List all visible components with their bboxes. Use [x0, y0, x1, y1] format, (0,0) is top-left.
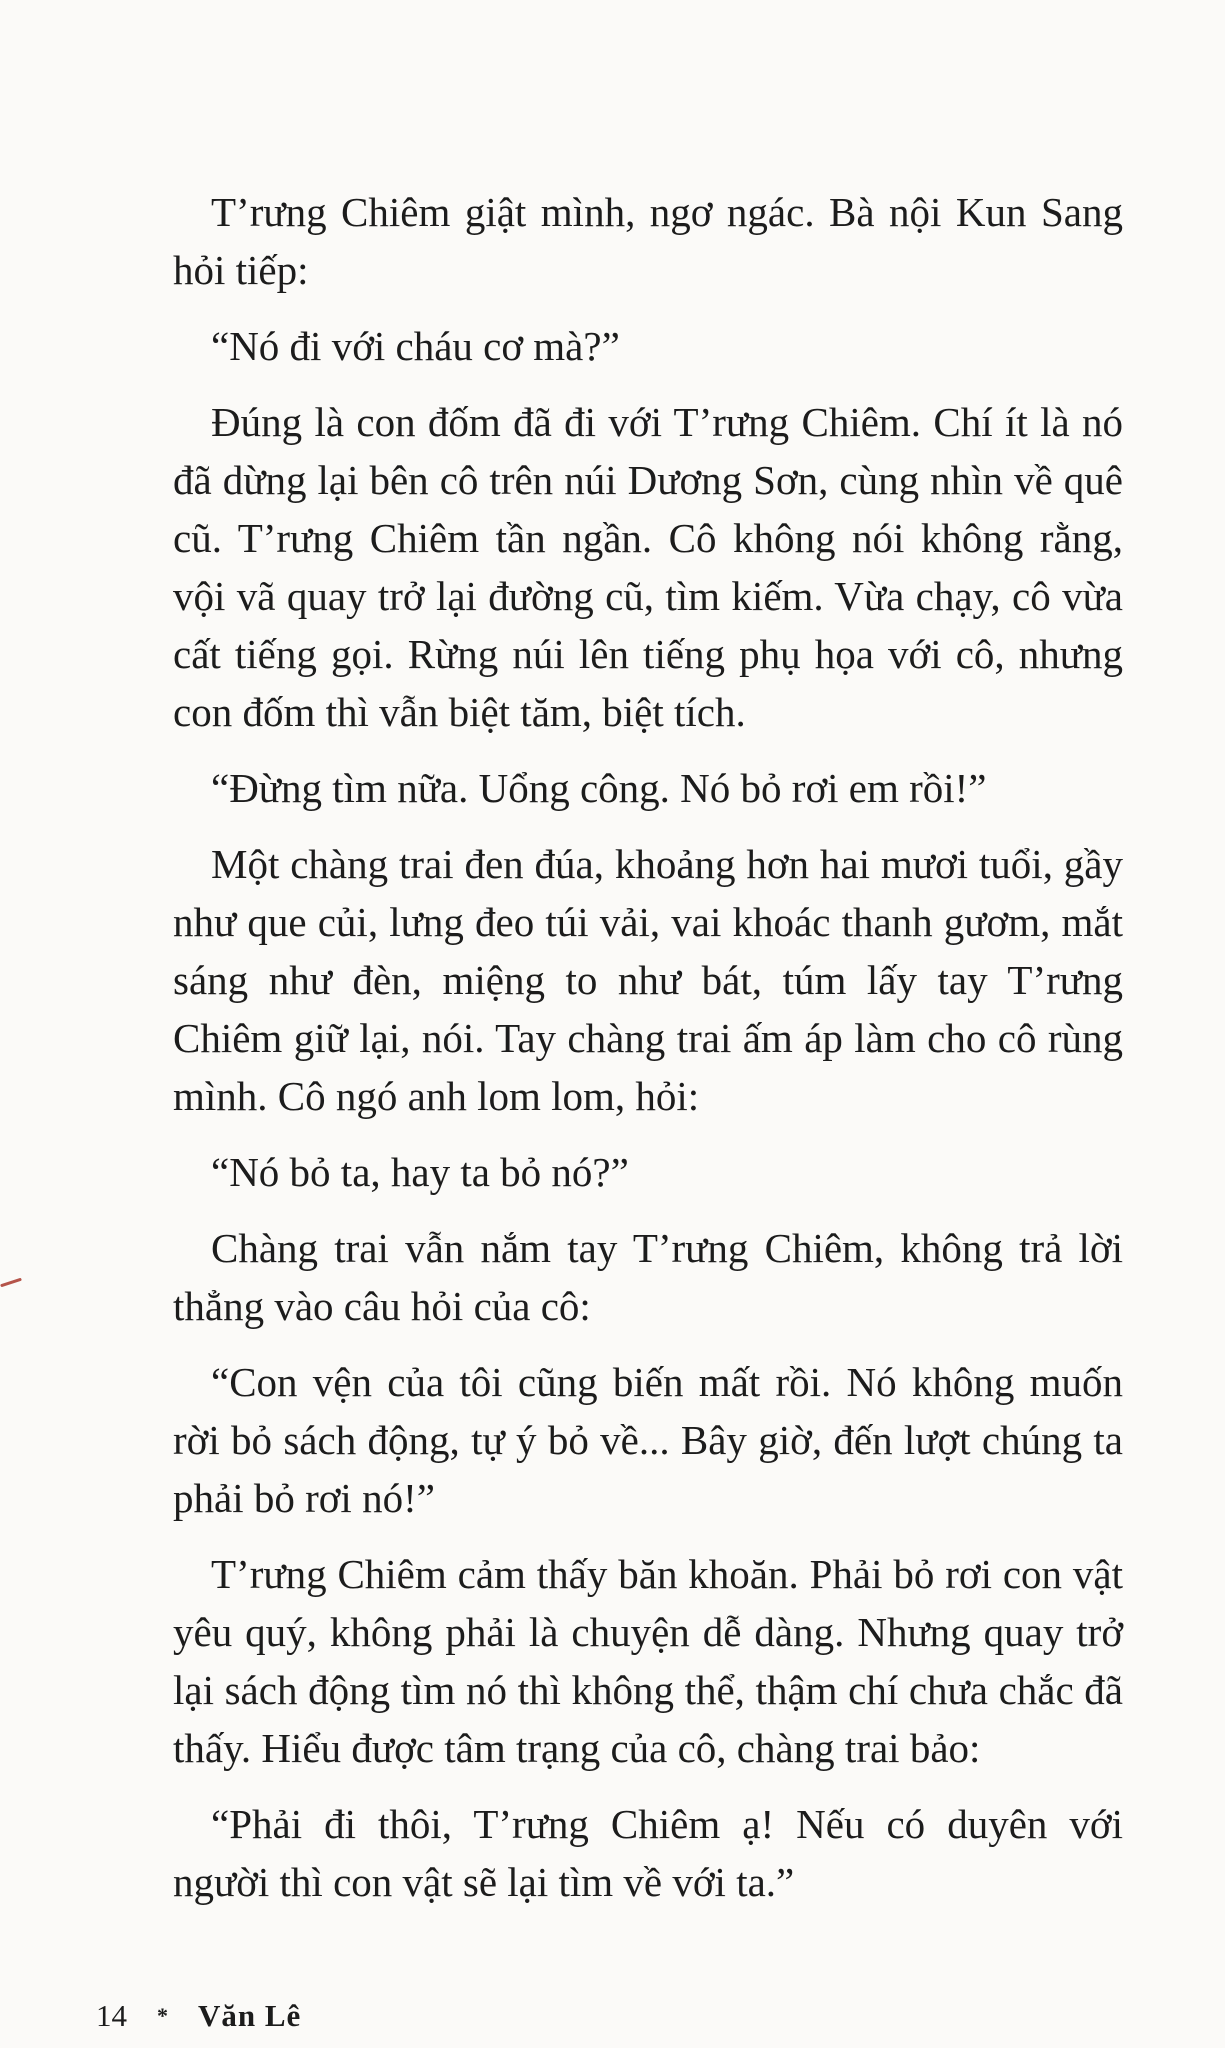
page-edge-mark [0, 1278, 22, 1288]
paragraph: Chàng trai vẫn nắm tay T’rưng Chiêm, không trả lời thẳng vào câu hỏi của cô: [173, 1225, 1123, 1329]
page-footer [96, 1996, 301, 2036]
paragraph: “Phải đi thôi, T’rưng Chiêm ạ! Nếu có duyên với người thì con vật sẽ lại tìm về với ta.” [173, 1801, 1123, 1905]
paragraph: “Con vện của tôi cũng biến mất rồi. Nó không muốn rời bỏ sách động, tự ý bỏ về... Bây giờ, đến lượt chúng ta phải bỏ rơi nó!” [173, 1359, 1123, 1521]
author-name: Văn Lê [198, 1998, 302, 2033]
paragraph: T’rưng Chiêm cảm thấy băn khoăn. Phải bỏ rơi con vật yêu quý, không phải là chuyện dễ dàng. Nhưng quay trở lại sách động tìm nó thì không thể, thậm chí chưa chắc đã thấy. Hiểu được tâm trạng của cô, chàng trai bảo: [173, 1551, 1123, 1771]
footer-separator: * [157, 2003, 168, 2028]
page-number: 14 [96, 1998, 127, 2033]
paragraph: T’rưng Chiêm giật mình, ngơ ngác. Bà nội Kun Sang hỏi tiếp: [173, 189, 1123, 293]
paragraph: “Nó đi với cháu cơ mà?” [211, 323, 620, 369]
body-text [173, 183, 1123, 1929]
paragraph: Đúng là con đốm đã đi với T’rưng Chiêm. Chí ít là nó đã dừng lại bên cô trên núi Dương Sơn, cùng nhìn về quê cũ. T’rưng Chiêm tần ngần. Cô không nói không rằng, vội vã quay trở lại đường cũ, tìm kiếm. Vừa chạy, cô vừa cất tiếng gọi. Rừng núi lên tiếng phụ họa với cô, nhưng con đốm thì vẫn biệt tăm, biệt tích. [173, 399, 1123, 735]
paragraph: “Nó bỏ ta, hay ta bỏ nó?” [211, 1149, 629, 1195]
paragraph: Một chàng trai đen đúa, khoảng hơn hai mươi tuổi, gầy như que củi, lưng đeo túi vải, vai khoác thanh gươm, mắt sáng như đèn, miệng to như bát, túm lấy tay T’rưng Chiêm giữ lại, nói. Tay chàng trai ấm áp làm cho cô rùng mình. Cô ngó anh lom lom, hỏi: [173, 841, 1123, 1119]
paragraph: “Đừng tìm nữa. Uổng công. Nó bỏ rơi em rồi!” [211, 765, 987, 811]
